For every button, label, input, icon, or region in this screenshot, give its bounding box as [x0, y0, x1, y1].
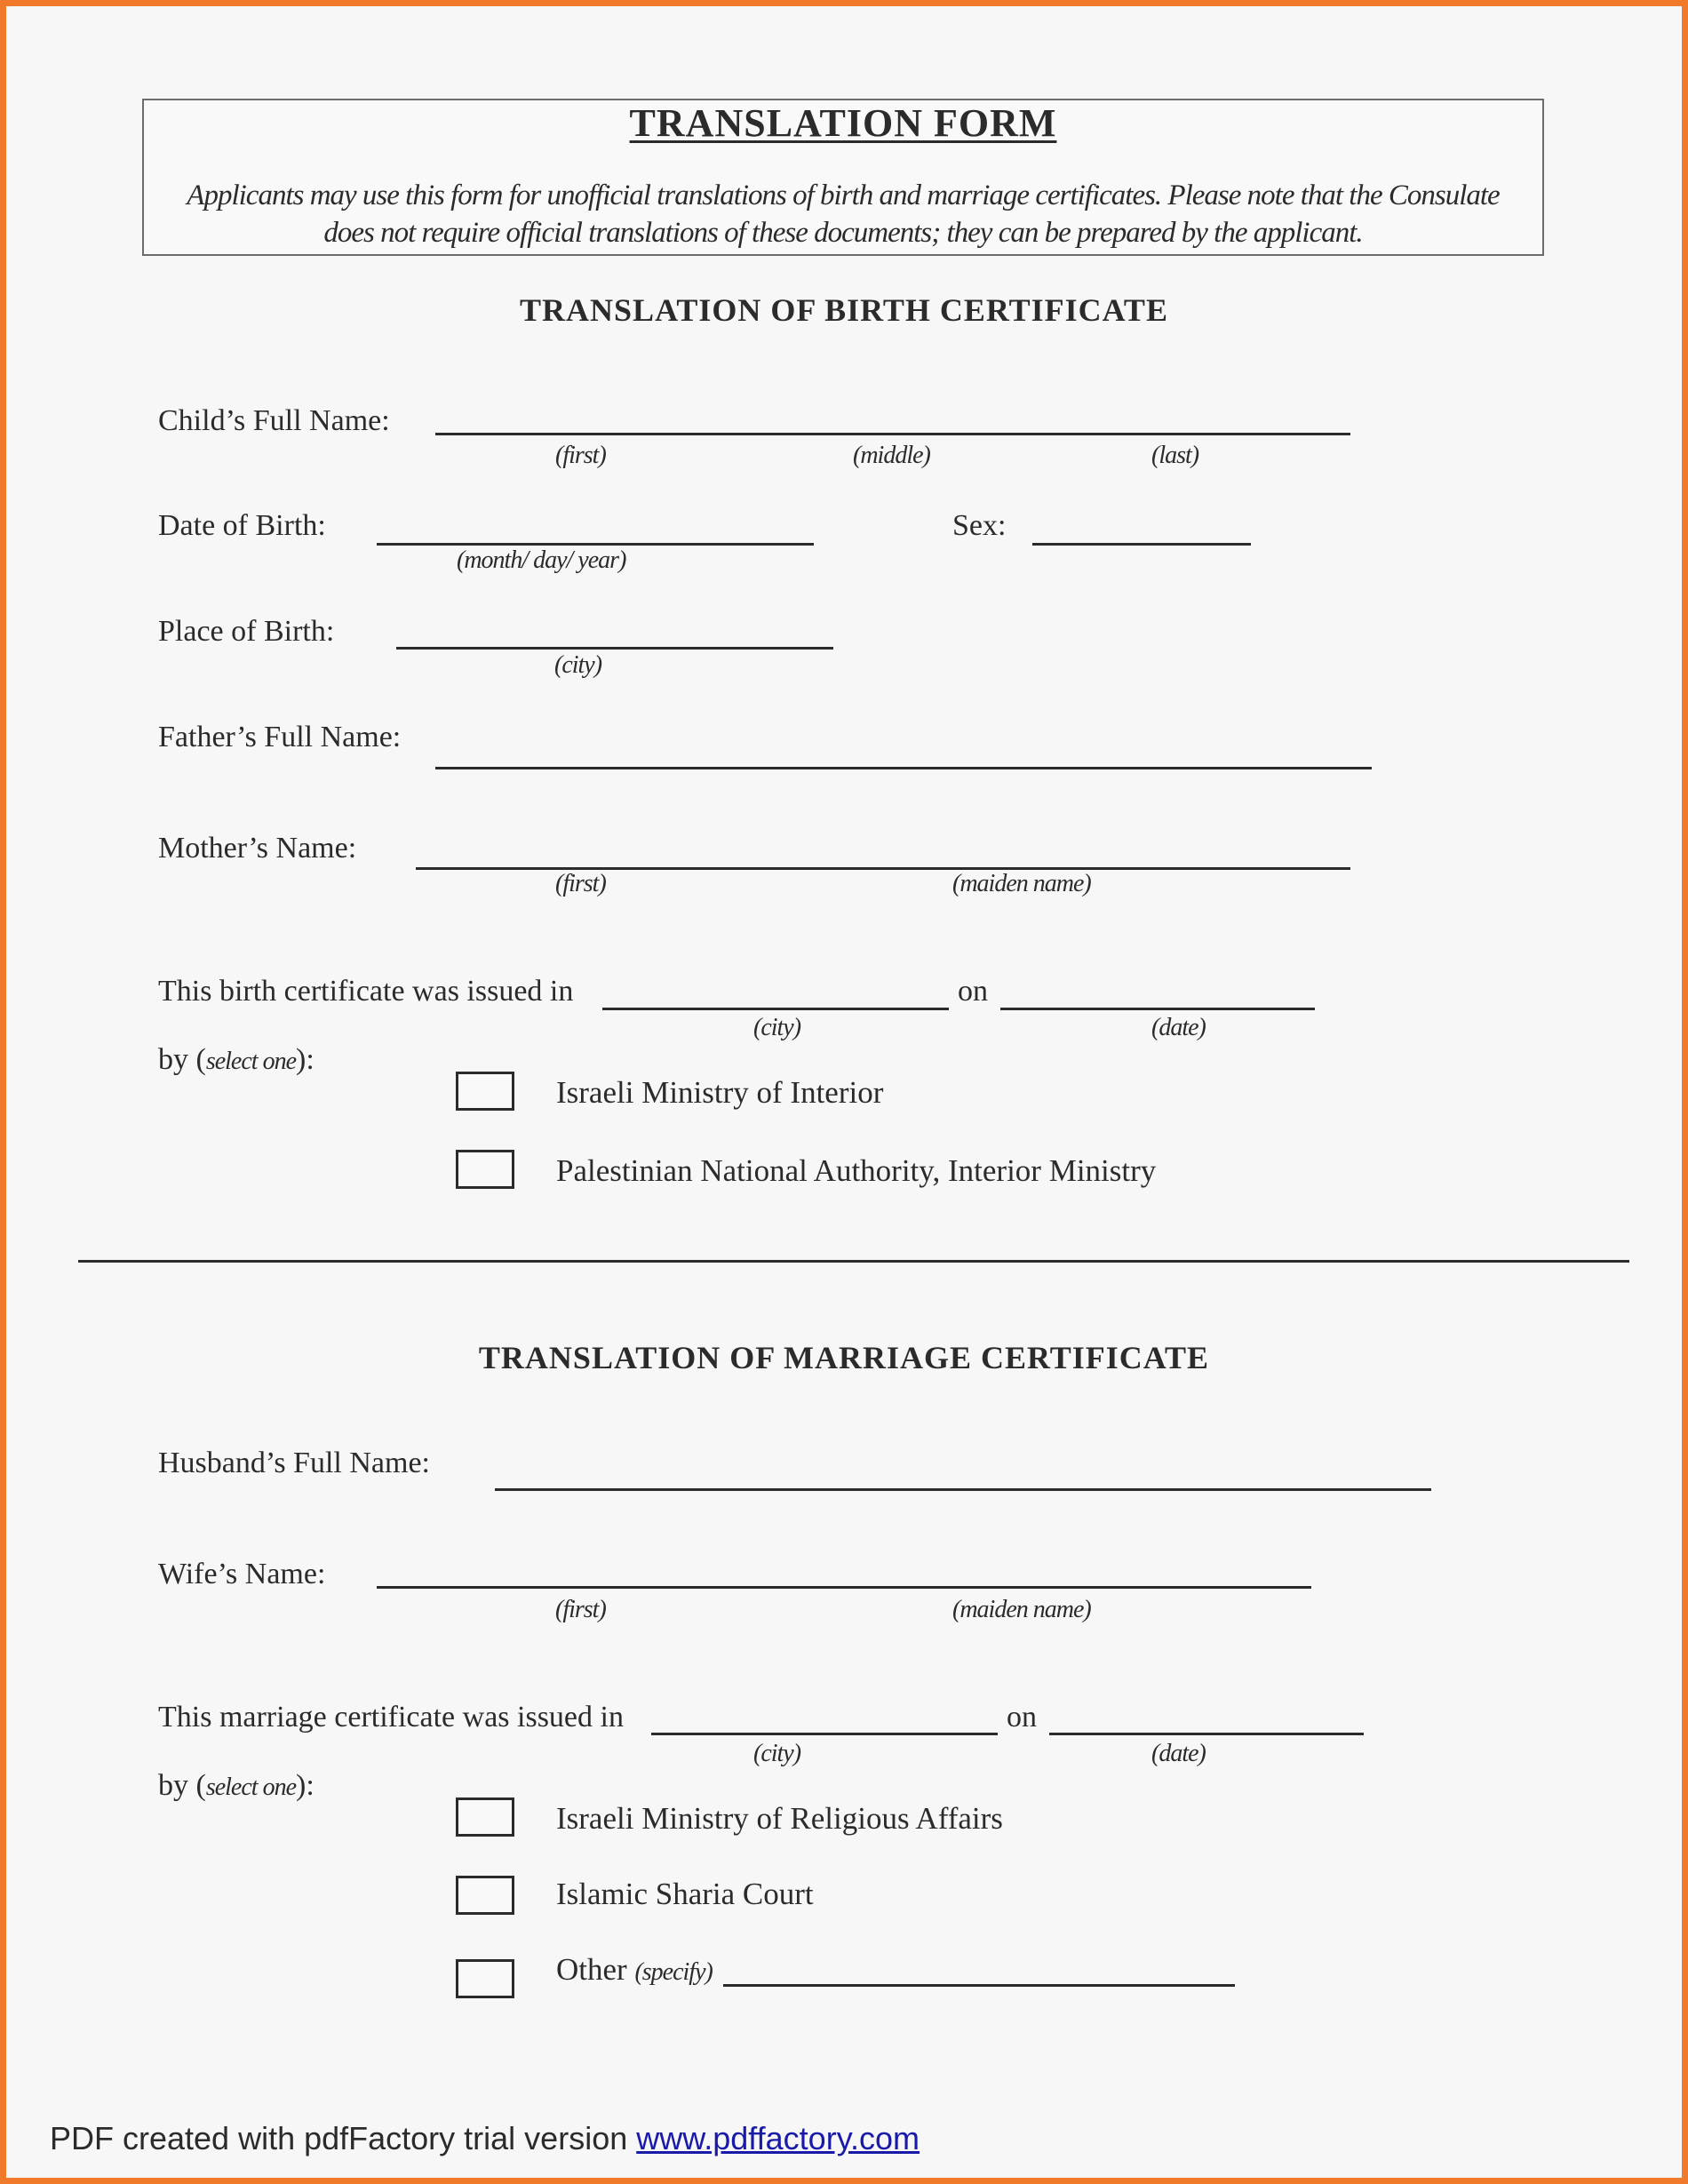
checkbox-sharia-court[interactable] — [456, 1876, 514, 1915]
marriage-section-heading: TRANSLATION OF MARRIAGE CERTIFICATE — [478, 1340, 1210, 1375]
wife-label: Wife’s Name: — [158, 1558, 326, 1590]
marriage-issued-city-field[interactable] — [651, 1733, 998, 1735]
birth-city-hint: (city) — [753, 1014, 801, 1041]
option-religious-affairs: Israeli Ministry of Religious Affairs — [556, 1801, 1003, 1836]
pob-label: Place of Birth: — [158, 615, 335, 648]
sex-label: Sex: — [952, 509, 1007, 542]
pdf-footer — [50, 2120, 920, 2157]
birth-issued-text: This birth certificate was issued in — [158, 975, 574, 1008]
birth-date-hint: (date) — [1151, 1014, 1206, 1041]
form-title: TRANSLATION FORM — [629, 101, 1057, 145]
birth-issued-on: on — [958, 975, 988, 1008]
pob-field[interactable] — [396, 647, 833, 650]
option-palestinian-authority: Palestinian National Authority, Interior Ministry — [556, 1153, 1157, 1188]
wife-first-hint: (first) — [555, 1596, 606, 1623]
father-label: Father’s Full Name: — [158, 721, 402, 753]
pob-hint: (city) — [554, 651, 602, 679]
husband-name-field[interactable] — [495, 1488, 1431, 1491]
intro-text: Applicants may use this form for unofficial translations of birth and marriage certificates. Please note that the Consulate does not require official translations of these documents; they can be prepared by the applicant. — [187, 179, 1500, 249]
wife-maiden-hint: (maiden name) — [952, 1596, 1091, 1623]
footer-link[interactable]: www.pdffactory.com — [636, 2120, 920, 2156]
option-sharia-court: Islamic Sharia Court — [556, 1877, 814, 1911]
option-other: Other (specify) — [556, 1952, 713, 1987]
dob-hint: (month/ day/ year) — [457, 546, 626, 574]
dob-field[interactable] — [377, 543, 814, 546]
option-israeli-ministry-interior: Israeli Ministry of Interior — [556, 1075, 884, 1110]
marriage-date-hint: (date) — [1151, 1740, 1206, 1767]
father-name-field[interactable] — [435, 767, 1372, 769]
child-name-label: Child’s Full Name: — [158, 404, 390, 437]
wife-name-field[interactable] — [377, 1586, 1311, 1589]
checkbox-israeli-ministry-interior[interactable] — [456, 1072, 514, 1111]
checkbox-palestinian-authority[interactable] — [456, 1150, 514, 1189]
child-middle-hint: (middle) — [853, 442, 930, 469]
birth-issued-date-field[interactable] — [1000, 1008, 1315, 1010]
birth-section-heading: TRANSLATION OF BIRTH CERTIFICATE — [520, 292, 1168, 328]
birth-by-label: by (select one): — [158, 1043, 315, 1076]
marriage-city-hint: (city) — [753, 1740, 801, 1767]
header-box — [142, 99, 1544, 256]
child-last-hint: (last) — [1151, 442, 1199, 469]
birth-issued-city-field[interactable] — [602, 1008, 949, 1010]
marriage-by-label: by (select one): — [158, 1769, 315, 1802]
footer-text: PDF created with pdfFactory trial version — [50, 2120, 628, 2156]
sex-field[interactable] — [1032, 543, 1251, 546]
husband-label: Husband’s Full Name: — [158, 1447, 430, 1479]
mother-label: Mother’s Name: — [158, 832, 357, 865]
marriage-issued-on: on — [1007, 1701, 1037, 1734]
child-first-hint: (first) — [555, 442, 606, 469]
dob-label: Date of Birth: — [158, 509, 326, 542]
marriage-issued-date-field[interactable] — [1049, 1733, 1364, 1735]
checkbox-religious-affairs[interactable] — [456, 1797, 514, 1837]
section-divider — [78, 1260, 1629, 1263]
child-name-field[interactable] — [435, 433, 1350, 435]
mother-maiden-hint: (maiden name) — [952, 870, 1091, 897]
other-specify-field[interactable] — [723, 1984, 1235, 1987]
checkbox-other[interactable] — [456, 1959, 514, 1998]
mother-first-hint: (first) — [555, 870, 606, 897]
marriage-issued-text: This marriage certificate was issued in — [158, 1701, 624, 1734]
